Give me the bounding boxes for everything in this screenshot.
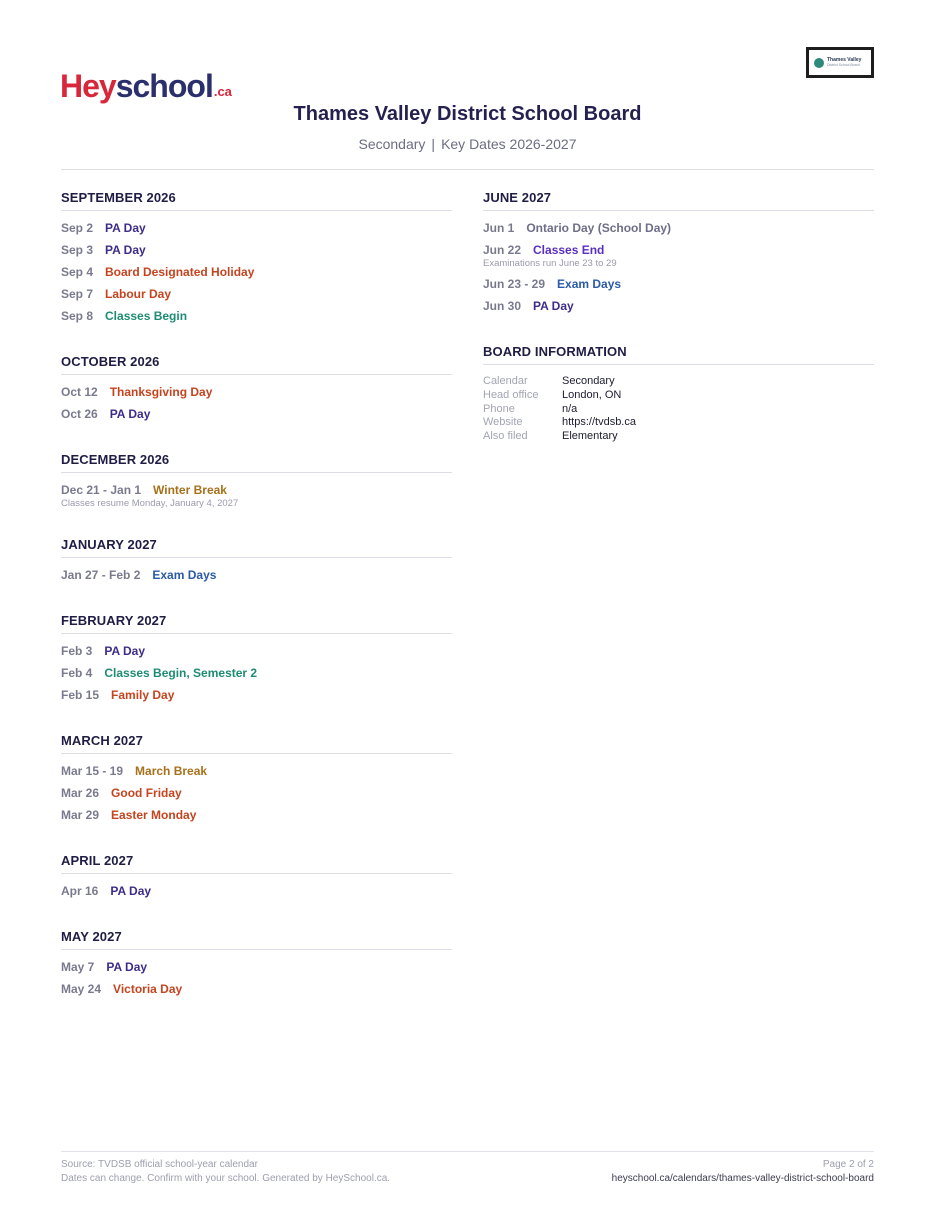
date-row xyxy=(61,782,452,804)
month-title: JANUARY 2027 xyxy=(61,537,452,558)
event-label: Winter Break xyxy=(153,483,227,497)
logo-hey: Hey xyxy=(60,68,116,104)
date-row xyxy=(61,217,452,239)
date-label: Oct 12 xyxy=(61,385,98,399)
info-row xyxy=(483,430,874,444)
date-label: Feb 4 xyxy=(61,666,93,680)
date-label: Sep 2 xyxy=(61,221,94,235)
date-label: Jun 22 xyxy=(483,243,522,257)
date-row xyxy=(61,804,452,826)
info-label: Phone xyxy=(483,402,515,415)
event-label: PA Day xyxy=(109,407,151,421)
date-row xyxy=(61,305,452,327)
event-label: PA Day xyxy=(110,884,152,898)
date-row xyxy=(61,684,452,706)
date-label: Apr 16 xyxy=(61,884,99,898)
event-label: PA Day xyxy=(105,243,146,257)
month-section xyxy=(61,613,452,706)
month-section xyxy=(61,190,452,327)
month-title: SEPTEMBER 2026 xyxy=(61,190,452,211)
info-label: Calendar xyxy=(483,375,528,387)
month-section xyxy=(61,354,452,425)
date-label: Mar 26 xyxy=(61,786,100,800)
event-label: Family Day xyxy=(111,688,175,702)
board-info-section xyxy=(483,344,874,444)
month-title: DECEMBER 2026 xyxy=(61,452,452,473)
event-label: Exam Days xyxy=(557,277,622,291)
info-label: Head office xyxy=(483,388,539,401)
date-label: Feb 3 xyxy=(61,644,93,658)
board-logo xyxy=(806,47,874,78)
date-label: May 24 xyxy=(61,982,102,996)
footer-url[interactable]: heyschool.ca/calendars/thames-valley-district-school-board xyxy=(611,1173,874,1184)
info-value: Secondary xyxy=(562,375,615,387)
date-row xyxy=(61,956,452,978)
date-label: Sep 3 xyxy=(61,243,94,257)
month-title: OCTOBER 2026 xyxy=(61,354,452,375)
date-label: Oct 26 xyxy=(61,407,98,421)
event-label: Board Designated Holiday xyxy=(105,265,255,279)
event-label: Exam Days xyxy=(152,568,217,582)
page-title: Thames Valley District School Board xyxy=(293,103,642,125)
date-label: Jun 30 xyxy=(483,299,522,313)
date-row xyxy=(61,640,452,662)
header-divider xyxy=(61,169,874,170)
event-label: PA Day xyxy=(106,960,148,974)
right-column xyxy=(483,190,874,471)
board-leaf-icon xyxy=(814,58,824,68)
event-label: PA Day xyxy=(533,299,574,313)
date-row xyxy=(61,564,452,586)
footer-disclaimer: Dates can change. Confirm with your school. Generated by HeySchool.ca. xyxy=(61,1173,391,1184)
month-section xyxy=(61,853,452,902)
date-row xyxy=(61,662,452,684)
panel-label: Secondary xyxy=(358,136,426,152)
date-row xyxy=(61,283,452,305)
page-subtitle xyxy=(0,136,935,152)
month-section xyxy=(483,190,874,317)
month-section xyxy=(61,452,452,510)
date-label: Mar 29 xyxy=(61,808,100,822)
month-title: JUNE 2027 xyxy=(483,190,874,211)
event-label: Ontario Day (School Day) xyxy=(526,221,672,235)
heyschool-logo[interactable] xyxy=(60,58,232,102)
event-label: Classes Begin xyxy=(105,309,188,323)
info-row xyxy=(483,416,874,430)
board-logo-name: Thames Valley xyxy=(827,56,862,63)
event-label: Easter Monday xyxy=(111,808,197,822)
logo-ca: .ca xyxy=(213,84,232,99)
info-value[interactable]: https://tvdsb.ca xyxy=(562,416,636,429)
date-label: Dec 21 - Jan 1 xyxy=(61,483,142,497)
info-row xyxy=(483,403,874,417)
left-column xyxy=(61,190,452,1027)
date-label: Sep 8 xyxy=(61,309,94,323)
month-section xyxy=(61,929,452,1000)
info-row xyxy=(483,389,874,403)
month-section xyxy=(61,537,452,586)
footer-divider xyxy=(61,1151,874,1152)
key-dates-label: Key Dates 2026-2027 xyxy=(441,136,577,152)
date-label: May 7 xyxy=(61,960,95,974)
date-label: Jan 27 - Feb 2 xyxy=(61,568,141,582)
date-label: Sep 4 xyxy=(61,265,94,279)
info-label: Also filed xyxy=(483,430,528,443)
date-row xyxy=(61,880,452,902)
date-label: Mar 15 - 19 xyxy=(61,764,124,778)
date-row xyxy=(483,295,874,317)
date-row xyxy=(483,273,874,295)
event-label: Victoria Day xyxy=(113,982,183,996)
subtitle-separator: | xyxy=(431,136,436,152)
month-section xyxy=(61,733,452,826)
event-note: Examinations run June 23 to 29 xyxy=(483,258,617,269)
date-row xyxy=(61,403,452,425)
board-logo-sub: District School Board xyxy=(827,62,860,67)
event-label: March Break xyxy=(135,764,208,778)
date-label: Sep 7 xyxy=(61,287,94,301)
logo-school: school xyxy=(115,68,213,104)
date-row xyxy=(61,239,452,261)
footer-left xyxy=(61,1158,390,1186)
date-label: Jun 1 xyxy=(483,221,515,235)
event-label: PA Day xyxy=(104,644,146,658)
event-note: Classes resume Monday, January 4, 2027 xyxy=(61,498,239,509)
month-title: MARCH 2027 xyxy=(61,733,452,754)
month-title: APRIL 2027 xyxy=(61,853,452,874)
page-number: Page 2 of 2 xyxy=(822,1159,874,1170)
date-row xyxy=(483,217,874,239)
date-row xyxy=(61,760,452,782)
board-info-title: BOARD INFORMATION xyxy=(483,344,874,365)
event-label: Classes Begin, Semester 2 xyxy=(104,666,258,680)
event-label: Classes End xyxy=(533,243,605,257)
footer-right xyxy=(612,1158,874,1186)
event-label: PA Day xyxy=(105,221,146,235)
month-title: MAY 2027 xyxy=(61,929,452,950)
date-row xyxy=(61,381,452,403)
event-label: Labour Day xyxy=(105,287,172,301)
info-label: Website xyxy=(483,416,523,429)
date-label: Feb 15 xyxy=(61,688,100,702)
info-value: n/a xyxy=(562,402,578,415)
month-title: FEBRUARY 2027 xyxy=(61,613,452,634)
info-row xyxy=(483,375,874,389)
info-value: London, ON xyxy=(562,388,622,401)
info-value: Elementary xyxy=(562,430,618,443)
date-row xyxy=(61,978,452,1000)
footer-source: Source: TVDSB official school-year calendar xyxy=(61,1159,258,1170)
event-label: Thanksgiving Day xyxy=(109,385,213,399)
date-label: Jun 23 - 29 xyxy=(483,277,546,291)
event-label: Good Friday xyxy=(111,786,182,800)
date-row xyxy=(61,261,452,283)
